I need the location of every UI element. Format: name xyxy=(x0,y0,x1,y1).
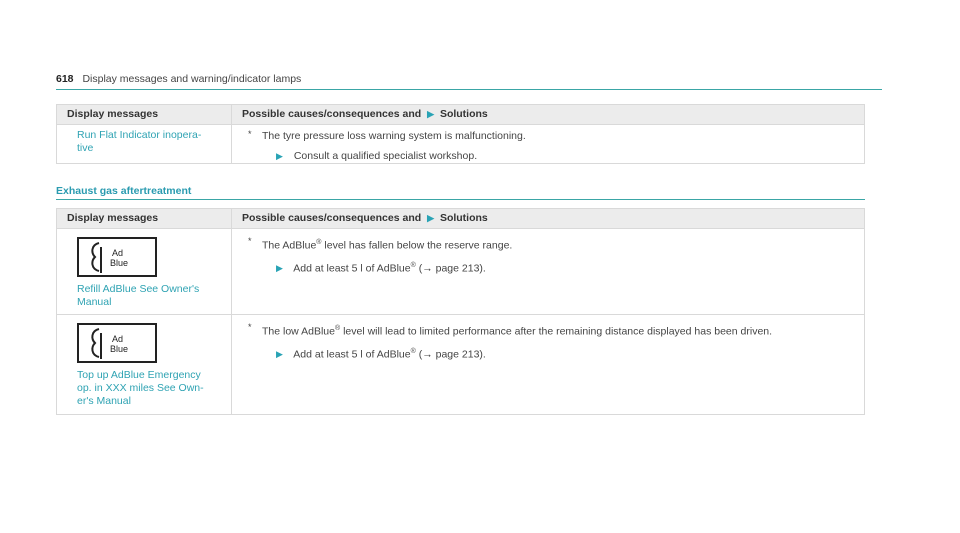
play-arrow-icon: ▶ xyxy=(427,213,435,223)
display-messages-table-1 xyxy=(56,104,865,164)
page-header xyxy=(56,73,301,85)
causes-header-label: Possible causes/consequences and xyxy=(242,108,422,120)
page-header-title: Display messages and warning/indicator lamps xyxy=(82,73,302,85)
cause-text: The AdBlue® level has fallen below the reserve range. xyxy=(262,239,513,252)
solution-text: Add at least 5 l of AdBlue xyxy=(293,262,411,274)
cause-line xyxy=(248,236,864,253)
asterisk-icon: * xyxy=(248,129,252,139)
solution-line: ▶ Add at least 5 l of AdBlue® (→ page 213). xyxy=(276,347,486,360)
display-messages-table-2 xyxy=(56,208,865,415)
cause-text: The tyre pressure loss warning system is malfunctioning. xyxy=(262,130,526,142)
message-cell xyxy=(57,229,232,315)
header-divider xyxy=(56,89,882,90)
solution-text: Add at least 5 l of AdBlue xyxy=(293,348,411,360)
adblue-icon-text-top: Ad xyxy=(112,334,124,344)
cause-line xyxy=(248,129,864,143)
page-reference-link[interactable]: (→ page 213). xyxy=(418,348,486,360)
causes-header-label: Possible causes/consequences and xyxy=(242,212,422,224)
play-arrow-icon: ▶ xyxy=(276,263,283,273)
asterisk-icon: * xyxy=(248,322,252,332)
adblue-icon-text-bottom: Blue xyxy=(110,344,129,354)
adblue-icon xyxy=(77,237,157,277)
asterisk-icon: * xyxy=(248,236,252,246)
adblue-icon-text-bottom: Blue xyxy=(110,258,129,268)
display-message-run-flat: Run Flat Indicator inopera- tive xyxy=(77,129,202,154)
solution-text: Consult a qualified specialist workshop. xyxy=(293,150,478,162)
display-message-top-up-adblue: Top up AdBlue Emergency op. in XXX miles See Own- er's Manual xyxy=(77,369,204,407)
section-title: Exhaust gas aftertreatment xyxy=(56,185,192,197)
page-reference-link[interactable]: (→ page 213). xyxy=(418,262,486,274)
solution-line: ▶ Add at least 5 l of AdBlue® (→ page 213). xyxy=(276,261,486,274)
adblue-icon xyxy=(77,323,157,363)
display-message-refill-adblue: Refill AdBlue See Owner's Manual xyxy=(77,283,200,308)
message-cell xyxy=(57,315,232,415)
cause-cell xyxy=(232,229,865,315)
play-arrow-icon: ▶ xyxy=(276,151,283,161)
adblue-icon-text-top: Ad xyxy=(112,248,124,258)
cause-text: The low AdBlue® level will lead to limited performance after the remaining distance displayed has been driven. xyxy=(262,325,773,338)
column-header-causes xyxy=(232,209,865,229)
solution-line xyxy=(276,149,864,163)
cause-cell xyxy=(232,315,865,415)
solutions-header-label: Solutions xyxy=(439,108,488,120)
play-arrow-icon: ▶ xyxy=(427,109,435,119)
cause-line xyxy=(248,322,864,339)
play-arrow-icon: ▶ xyxy=(276,349,283,359)
cause-cell xyxy=(232,125,865,164)
column-header-messages: Display messages xyxy=(57,105,232,125)
column-header-causes xyxy=(232,105,865,125)
section-divider xyxy=(56,199,865,200)
message-cell xyxy=(57,125,232,164)
page-number: 618 xyxy=(56,73,74,85)
solutions-header-label: Solutions xyxy=(439,212,488,224)
column-header-messages: Display messages xyxy=(57,209,232,229)
